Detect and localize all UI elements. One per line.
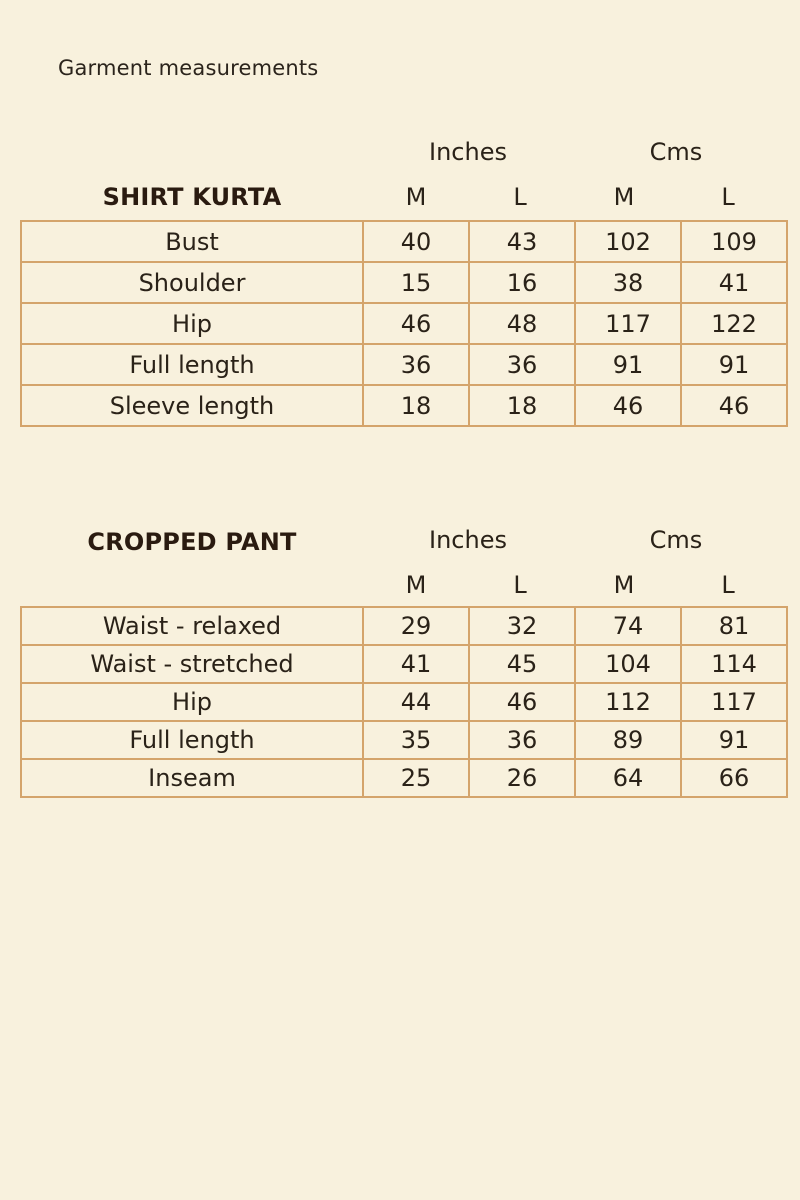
shirt-kurta-table-body xyxy=(21,221,787,426)
measurement-label: Hip xyxy=(21,683,363,721)
size-header-inches-m: M xyxy=(405,571,427,599)
size-header-cms-l: L xyxy=(721,571,735,599)
measurement-label: Inseam xyxy=(21,759,363,797)
measurement-value: 40 xyxy=(363,221,469,262)
measurement-value: 46 xyxy=(469,683,575,721)
measurement-value: 38 xyxy=(575,262,681,303)
measurement-label: Waist - relaxed xyxy=(21,607,363,645)
table-row xyxy=(21,683,787,721)
measurement-value: 36 xyxy=(469,344,575,385)
measurement-value: 64 xyxy=(575,759,681,797)
measurement-value: 43 xyxy=(469,221,575,262)
cms-header: Cms xyxy=(649,138,703,166)
measurement-value: 32 xyxy=(469,607,575,645)
shirt-kurta-section xyxy=(20,138,780,438)
measurement-value: 81 xyxy=(681,607,787,645)
measurement-value: 89 xyxy=(575,721,681,759)
measurement-value: 109 xyxy=(681,221,787,262)
measurement-label: Waist - stretched xyxy=(21,645,363,683)
measurement-value: 44 xyxy=(363,683,469,721)
measurement-value: 36 xyxy=(469,721,575,759)
measurement-label: Shoulder xyxy=(21,262,363,303)
measurement-value: 102 xyxy=(575,221,681,262)
measurement-value: 36 xyxy=(363,344,469,385)
measurement-value: 26 xyxy=(469,759,575,797)
size-header-cms-m: M xyxy=(613,183,635,211)
measurement-label: Bust xyxy=(21,221,363,262)
cropped-pant-section xyxy=(20,526,780,816)
table-row xyxy=(21,607,787,645)
table-row xyxy=(21,262,787,303)
measurement-label: Full length xyxy=(21,721,363,759)
measurement-value: 46 xyxy=(575,385,681,426)
measurement-value: 18 xyxy=(363,385,469,426)
measurement-label: Sleeve length xyxy=(21,385,363,426)
measurement-value: 91 xyxy=(575,344,681,385)
measurement-value: 45 xyxy=(469,645,575,683)
measurement-value: 15 xyxy=(363,262,469,303)
measurement-value: 122 xyxy=(681,303,787,344)
measurement-label: Hip xyxy=(21,303,363,344)
table-row xyxy=(21,645,787,683)
cropped-pant-table xyxy=(20,606,788,798)
table-row xyxy=(21,221,787,262)
measurement-value: 18 xyxy=(469,385,575,426)
size-header-cms-l: L xyxy=(721,183,735,211)
measurement-value: 66 xyxy=(681,759,787,797)
cropped-pant-table-body xyxy=(21,607,787,797)
table-row xyxy=(21,721,787,759)
size-header-inches-m: M xyxy=(405,183,427,211)
shirt-kurta-table xyxy=(20,220,788,427)
measurement-value: 35 xyxy=(363,721,469,759)
measurement-label: Full length xyxy=(21,344,363,385)
garment-title: SHIRT KURTA xyxy=(102,183,282,211)
measurement-value: 112 xyxy=(575,683,681,721)
garment-title: CROPPED PANT xyxy=(87,528,297,556)
size-header-cms-m: M xyxy=(613,571,635,599)
measurement-value: 117 xyxy=(681,683,787,721)
measurement-value: 25 xyxy=(363,759,469,797)
inches-header: Inches xyxy=(429,138,507,166)
cms-header: Cms xyxy=(649,526,703,554)
page-title: Garment measurements xyxy=(58,56,319,80)
measurement-value: 114 xyxy=(681,645,787,683)
table-row xyxy=(21,385,787,426)
measurement-value: 91 xyxy=(681,344,787,385)
table-row xyxy=(21,344,787,385)
measurement-value: 104 xyxy=(575,645,681,683)
measurement-value: 46 xyxy=(363,303,469,344)
measurement-value: 46 xyxy=(681,385,787,426)
size-header-inches-l: L xyxy=(513,183,527,211)
measurement-value: 41 xyxy=(363,645,469,683)
size-header-inches-l: L xyxy=(513,571,527,599)
measurement-value: 48 xyxy=(469,303,575,344)
measurement-value: 74 xyxy=(575,607,681,645)
inches-header: Inches xyxy=(429,526,507,554)
measurement-value: 41 xyxy=(681,262,787,303)
measurement-value: 117 xyxy=(575,303,681,344)
table-row xyxy=(21,759,787,797)
measurement-value: 16 xyxy=(469,262,575,303)
table-row xyxy=(21,303,787,344)
measurement-value: 91 xyxy=(681,721,787,759)
measurement-value: 29 xyxy=(363,607,469,645)
